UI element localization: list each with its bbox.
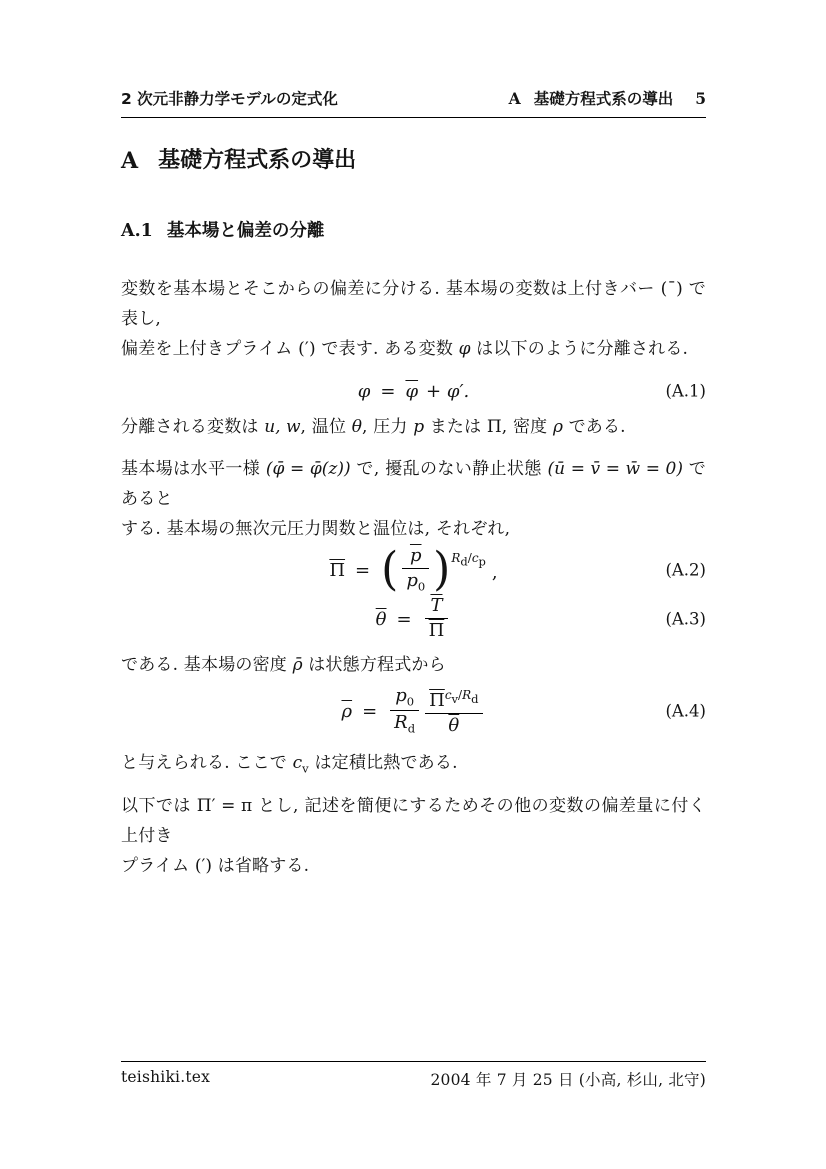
eq1-rhs-rest: + φ′. — [426, 380, 470, 402]
eq4-fraction-1 — [390, 686, 419, 736]
eq4-f1-numerator — [390, 686, 419, 710]
eq2-den-sub-0: 0 — [417, 579, 426, 594]
equation-tag-A4: (A.4) — [665, 701, 706, 721]
inline-math-rho: ρ — [552, 417, 563, 437]
eq2-Pi-bar: $\overline{\Pi}$ — [329, 559, 346, 581]
eq2-den-p: p — [406, 569, 418, 591]
eq3-denominator-Pi-bar: Π — [425, 618, 449, 642]
eq2-exp-R: R — [451, 551, 461, 566]
eq3-equals: = — [396, 608, 412, 630]
inline-math-cv: c — [292, 753, 303, 773]
eq4-rho-bar: $\overline{\rho}$ — [341, 700, 353, 722]
eq2-fraction — [402, 546, 429, 594]
header-section-letter: A — [508, 89, 521, 108]
paragraph-3-line2: する. 基本場の無次元圧力関数と温位は, それぞれ, — [121, 519, 511, 539]
eq4-f2-denominator-theta-bar: θ — [425, 713, 482, 737]
eq4-f2-exponent — [444, 685, 479, 706]
page-number: 5 — [695, 89, 706, 108]
eq4-fraction-2 — [425, 686, 482, 736]
section-heading — [121, 148, 706, 174]
eq3-theta-bar: $\overline{\theta}$ — [375, 608, 387, 630]
eq2-exponent — [451, 551, 486, 569]
paragraph-6-text: とし, 記述を簡便にするためその他の変数の偏差量に付く上付き — [121, 796, 706, 847]
paragraph-2-text: 分離される変数は — [121, 417, 265, 437]
page-footer — [121, 1061, 706, 1090]
paragraph-6-line2: は省略する. — [212, 856, 310, 877]
eq4-f1-denominator — [390, 710, 419, 736]
paragraph-1-line2a: 偏差を上付きプライム (′) で表す. ある変数 — [121, 339, 459, 359]
eq1-equals: = — [380, 380, 396, 402]
paragraph-3 — [121, 454, 706, 544]
subsection-title: 基本場と偏差の分離 — [166, 221, 325, 241]
header-right — [509, 87, 706, 109]
eq2-denominator — [402, 568, 429, 594]
inline-math-cv-sub: v — [302, 761, 309, 776]
section-number: A — [121, 148, 139, 174]
inline-math-uw: u, w — [264, 417, 301, 437]
paragraph-2 — [121, 412, 706, 442]
eq2-comma: , — [491, 562, 498, 583]
eq2-equals: = — [355, 559, 371, 581]
equation-A4 — [121, 684, 706, 738]
inline-math-rho-bar: ρ̄ — [292, 655, 303, 675]
paragraph-2-text: , 密度 — [501, 417, 553, 437]
header-right-title: 基礎方程式系の導出 — [533, 90, 674, 108]
paragraph-5-text: と与えられる. ここで — [121, 753, 293, 773]
eq2-exp-c-sub-p: p — [478, 554, 486, 569]
eq4-equals: = — [362, 700, 378, 722]
paragraph-1-line2b: は以下のように分離される. — [470, 339, 689, 359]
eq2-numerator-p-bar: $\overline{p}$ — [409, 545, 422, 567]
eq4-exp-c-sub-v: v — [451, 691, 459, 706]
equation-tag-A2: (A.2) — [665, 560, 706, 580]
paragraph-5-text: は定積比熱である. — [308, 753, 458, 773]
eq4-f2-Pi-bar: $\overline{\Pi}$ — [429, 689, 445, 711]
eq4-exp-slash: / — [458, 687, 463, 702]
eq3-numerator-T-bar: $\overline{T}$ — [430, 595, 443, 617]
equation-tag-A1: (A.1) — [665, 381, 706, 401]
inline-math-Pi: Π — [486, 417, 502, 437]
eq4-f2-numerator — [425, 686, 482, 713]
inline-math-phibar-z: (φ̄ = φ̄(z)) — [265, 459, 351, 479]
inline-math-p: p — [413, 417, 425, 437]
section-title: 基礎方程式系の導出 — [158, 148, 357, 173]
paragraph-6-text: 以下では — [121, 796, 197, 817]
eq3-fraction — [425, 596, 449, 641]
paragraph-2-text: である. — [562, 417, 626, 437]
eq4-exp-c: c — [444, 687, 452, 702]
inline-math-phi: φ — [458, 339, 471, 359]
paragraph-4-text: である. 基本場の密度 — [121, 655, 293, 675]
eq2-exp-slash: / — [467, 551, 472, 566]
paragraph-3-text: であると — [121, 459, 706, 509]
paragraph-2-text: または — [424, 417, 487, 437]
eq2-exp-c: c — [471, 551, 479, 566]
eq1-lhs: φ — [357, 380, 371, 402]
equation-A1 — [121, 376, 706, 406]
paragraph-3-text: 基本場は水平一様 — [121, 459, 266, 479]
equation-tag-A3: (A.3) — [665, 609, 706, 629]
document-page — [121, 0, 706, 881]
equation-A2: $\overline{\Pi}$ = ( $\frac{\overline{p}}{p_0}$ ) $R_d/c_p$ , (A.2) — [329, 542, 706, 597]
subsection-heading — [121, 219, 706, 243]
paragraph-2-text: , 圧力 — [362, 417, 414, 437]
eq4-exp-R-sub-d: d — [471, 691, 479, 706]
inline-math-Pi-prime-pi: Π′ = π — [196, 796, 253, 817]
equation-A3 — [121, 596, 706, 642]
eq1-phi-bar: $\overline{\varphi}$ — [405, 380, 419, 402]
inline-math-prime: (′) — [194, 856, 213, 877]
page-header — [121, 87, 706, 118]
paragraph-1-line1: 変数を基本場とそこからの偏差に分ける. 基本場の変数は上付きバー (¯) で表し, — [121, 279, 706, 329]
paragraph-4-text: は状態方程式から — [302, 655, 446, 675]
paragraph-5 — [121, 748, 706, 783]
inline-math-uvw-zero: (ū = v̄ = w̄ = 0) — [547, 459, 683, 479]
eq4-f1-num-p: p — [395, 685, 407, 707]
inline-math-theta: θ — [351, 417, 362, 437]
paragraph-1 — [121, 274, 706, 364]
eq2-exp-R-sub-d: d — [460, 554, 468, 569]
footer-date-authors: 2004 年 7 月 25 日 (小高, 杉山, 北守) — [430, 1071, 706, 1089]
paragraph-3-text: で, 擾乱のない静止状態 — [350, 459, 548, 479]
eq4-f1-den-sub-d: d — [407, 721, 416, 736]
eq4-exp-R: R — [462, 687, 472, 702]
footer-filename: teishiki.tex — [121, 1068, 211, 1086]
eq4-f1-num-sub-0: 0 — [406, 694, 415, 709]
header-left-title: 2 次元非静力学モデルの定式化 — [121, 90, 338, 108]
subsection-number: A.1 — [121, 221, 153, 241]
paragraph-6 — [121, 791, 706, 881]
paragraph-4 — [121, 650, 706, 680]
paragraph-6-line2: プライム — [121, 856, 195, 877]
eq4-f1-den-R: R — [394, 712, 408, 733]
paragraph-2-text: , 温位 — [300, 417, 352, 437]
